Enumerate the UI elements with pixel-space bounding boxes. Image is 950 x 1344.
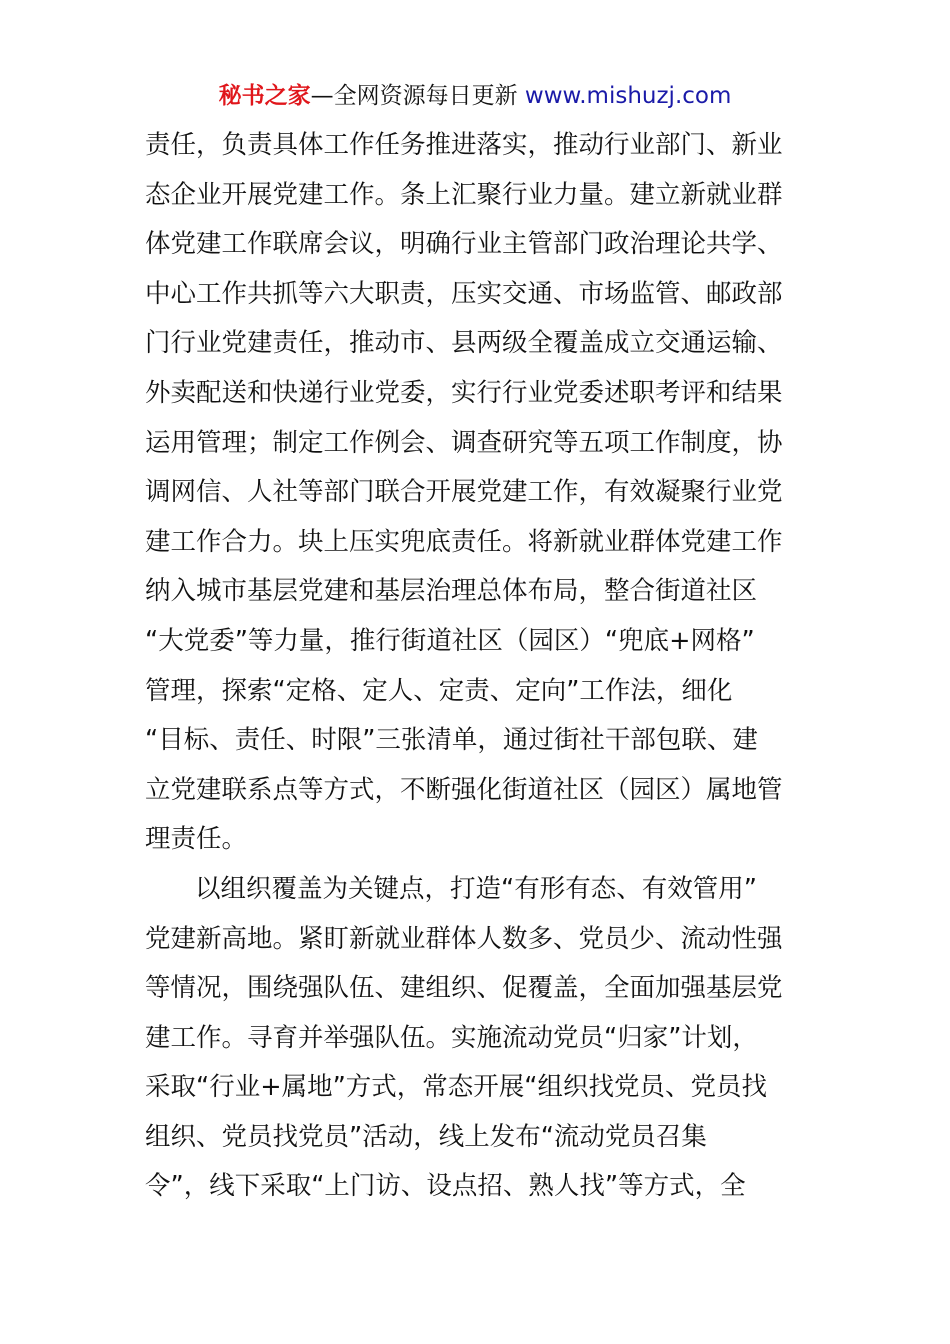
text-line: 等情况，围绕强队伍、建组织、促覆盖，全面加强基层党 [145,973,783,1004]
paragraph-first-line: 以组织覆盖为关键点，打造“有形有态、有效管用” [195,873,757,904]
header-tagline: —全网资源每日更新 [310,83,518,109]
brand-name: 秘书之家 [218,83,311,109]
text-line: 外卖配送和快递行业党委，实行行业党委述职考评和结果 [145,377,783,408]
text-line: 管理，探索“定格、定人、定责、定向”工作法，细化 [145,675,733,706]
text-line: 建工作合力。块上压实兜底责任。将新就业群体党建工作 [145,526,783,557]
text-line: “大党委”等力量，推行街道社区（园区）“兜底+网格” [145,625,755,656]
text-line: “目标、责任、时限”三张清单，通过街社干部包联、建 [145,725,758,756]
text-line: 理责任。 [145,824,248,855]
document-body [145,121,815,1212]
text-line: 门行业党建责任，推动市、县两级全覆盖成立交通运输、 [145,328,783,359]
text-line: 建工作。寻育并举强队伍。实施流动党员“归家”计划， [145,1022,758,1053]
text-line: 调网信、人社等部门联合开展党建工作，有效凝聚行业党 [145,477,783,508]
text-line: 责任，负责具体工作任务推进落实，推动行业部门、新业 [145,130,783,160]
text-line: 采取“行业+属地”方式，常态开展“组织找党员、党员找 [145,1072,767,1103]
text-line: 运用管理；制定工作例会、调查研究等五项工作制度，协 [145,427,783,458]
text-line: 态企业开展党建工作。条上汇聚行业力量。建立新就业群 [145,179,783,210]
text-line: 体党建工作联席会议，明确行业主管部门政治理论共学、 [145,229,783,260]
text-line: 立党建联系点等方式，不断强化街道社区（园区）属地管 [145,774,783,805]
text-line: 组织、党员找党员”活动，线上发布“流动党员召集 [145,1121,707,1152]
text-line: 纳入城市基层党建和基层治理总体布局，整合街道社区 [145,576,758,607]
text-line: 党建新高地。紧盯新就业群体人数多、党员少、流动性强 [145,923,783,954]
site-url[interactable]: www.mishuzj.com [524,83,732,109]
page-header [0,78,950,114]
text-line: 中心工作共抓等六大职责，压实交通、市场监管、邮政部 [145,278,783,309]
text-line: 令”，线下采取“上门访、设点招、熟人找”等方式，全 [145,1171,746,1202]
